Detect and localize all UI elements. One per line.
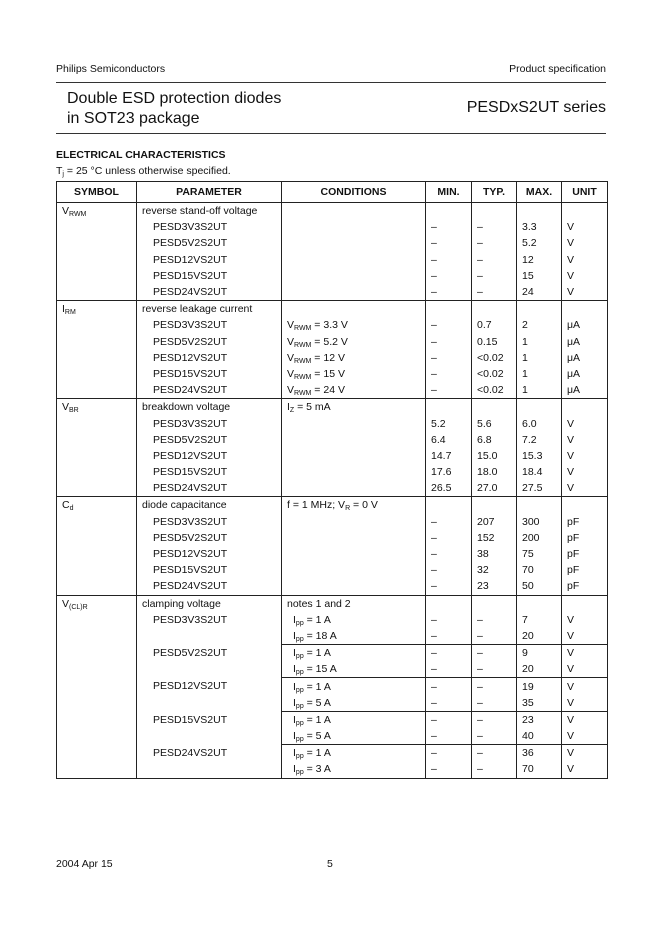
max-cell: 19: [517, 678, 562, 695]
typ-cell: 6.8: [472, 432, 517, 448]
symbol-cell: [57, 399, 137, 416]
table-row: [57, 219, 608, 235]
table-row: [57, 661, 608, 678]
device-cell: PESD12VS2UT: [137, 350, 282, 366]
unit-cell: μA: [562, 350, 608, 366]
min-cell: –: [426, 382, 472, 399]
min-cell: –: [426, 235, 472, 251]
unit-cell: V: [562, 448, 608, 464]
col-header-parameter: PARAMETER: [137, 182, 282, 203]
device-cell: PESD24VS2UT: [137, 745, 282, 762]
condition-cell: $V_{RWM} = 15$ V: [282, 366, 426, 382]
unit-cell: V: [562, 678, 608, 695]
col-header-conditions: CONDITIONS: [282, 182, 426, 203]
symbol-subscript: d: [69, 505, 74, 513]
device-cell: PESD3V3S2UT: [137, 415, 282, 431]
unit-cell: V: [562, 695, 608, 712]
unit-cell: pF: [562, 514, 608, 530]
condition-cell: notes 1 and 2: [282, 595, 426, 612]
symbol-text: V: [62, 205, 70, 218]
page-number: 5: [327, 858, 333, 870]
table-row: [57, 595, 608, 612]
unit-cell: V: [562, 728, 608, 745]
condition-cell: $V_{RWM} = 12$ V: [282, 350, 426, 366]
col-header-max: MAX.: [517, 182, 562, 203]
table-row: [57, 562, 608, 578]
max-cell: 300: [517, 514, 562, 530]
typ-cell: –: [472, 628, 517, 645]
min-cell: –: [426, 219, 472, 235]
max-cell: 20: [517, 628, 562, 645]
typ-cell: –: [472, 645, 517, 662]
table-row: [57, 514, 608, 530]
typ-cell: 207: [472, 514, 517, 530]
table-header-row: [57, 182, 608, 203]
max-cell: 1: [517, 366, 562, 382]
table-row: [57, 317, 608, 333]
typ-cell: 152: [472, 530, 517, 546]
table-row: [57, 628, 608, 645]
table-row: [57, 284, 608, 301]
symbol-cell: [57, 595, 137, 612]
col-header-min: MIN.: [426, 182, 472, 203]
parameter-cell: reverse stand-off voltage: [137, 203, 282, 220]
device-cell: PESD5V2S2UT: [137, 432, 282, 448]
condition-cell: $I_{pp} = 15$ A: [282, 661, 426, 678]
max-cell: 75: [517, 546, 562, 562]
symbol-subscript: RM: [64, 309, 76, 317]
symbol-text: V: [62, 401, 70, 414]
device-cell: PESD3V3S2UT: [137, 317, 282, 333]
max-cell: 9: [517, 645, 562, 662]
condition-cell: $I_{pp} = 18$ A: [282, 628, 426, 645]
col-header-unit: UNIT: [562, 182, 608, 203]
table-row: [57, 497, 608, 514]
parameter-cell: clamping voltage: [137, 595, 282, 612]
unit-cell: V: [562, 219, 608, 235]
device-cell: PESD24VS2UT: [137, 578, 282, 595]
unit-cell: V: [562, 645, 608, 662]
max-cell: 50: [517, 578, 562, 595]
max-cell: 3.3: [517, 219, 562, 235]
min-cell: –: [426, 284, 472, 301]
max-cell: 200: [517, 530, 562, 546]
min-cell: –: [426, 578, 472, 595]
typ-cell: –: [472, 612, 517, 628]
unit-cell: V: [562, 711, 608, 728]
device-cell: PESD5V2S2UT: [137, 235, 282, 251]
device-cell: PESD5V2S2UT: [137, 645, 282, 662]
table-row: [57, 711, 608, 728]
symbol-subscript: BR: [69, 407, 79, 415]
unit-cell: pF: [562, 546, 608, 562]
max-cell: 35: [517, 695, 562, 712]
footer-date: 2004 Apr 15: [56, 858, 113, 870]
min-cell: 26.5: [426, 480, 472, 497]
unit-cell: μA: [562, 317, 608, 333]
table-row: [57, 334, 608, 350]
typ-cell: <0.02: [472, 366, 517, 382]
device-cell: PESD15VS2UT: [137, 562, 282, 578]
symbol-text: V: [62, 597, 70, 610]
table-row: [57, 695, 608, 712]
table-row: [57, 399, 608, 416]
unit-cell: pF: [562, 578, 608, 595]
device-cell: PESD12VS2UT: [137, 678, 282, 695]
min-cell: –: [426, 745, 472, 762]
typ-cell: –: [472, 728, 517, 745]
typ-cell: 5.6: [472, 415, 517, 431]
typ-cell: 32: [472, 562, 517, 578]
table-row: [57, 530, 608, 546]
min-cell: –: [426, 252, 472, 268]
table-row: [57, 678, 608, 695]
device-cell: PESD12VS2UT: [137, 546, 282, 562]
company-name: Philips Semiconductors: [56, 63, 166, 75]
condition-cell: $V_{RWM} = 24$ V: [282, 382, 426, 399]
document-type: Product specification: [509, 63, 606, 75]
unit-cell: V: [562, 761, 608, 778]
condition-cell: $I_{pp} = 1$ A: [282, 745, 426, 762]
max-cell: 20: [517, 661, 562, 678]
section-heading: ELECTRICAL CHARACTERISTICS: [56, 149, 226, 161]
typ-cell: –: [472, 678, 517, 695]
table-row: [57, 432, 608, 448]
unit-cell: μA: [562, 366, 608, 382]
table-row: [57, 546, 608, 562]
max-cell: 70: [517, 562, 562, 578]
symbol-cell: [57, 497, 137, 514]
symbol-text: I: [62, 303, 65, 316]
typ-cell: <0.02: [472, 350, 517, 366]
typ-cell: 23: [472, 578, 517, 595]
min-cell: –: [426, 761, 472, 778]
table-row: [57, 464, 608, 480]
table-row: [57, 612, 608, 628]
max-cell: 12: [517, 252, 562, 268]
min-cell: 17.6: [426, 464, 472, 480]
product-series: PESDxS2UT series: [466, 99, 606, 116]
typ-cell: –: [472, 761, 517, 778]
typ-cell: <0.02: [472, 382, 517, 399]
unit-cell: V: [562, 661, 608, 678]
table-row: [57, 645, 608, 662]
condition-cell: $V_{RWM} = 3.3$ V: [282, 317, 426, 333]
parameter-cell: breakdown voltage: [137, 399, 282, 416]
max-cell: 7.2: [517, 432, 562, 448]
table-row: [57, 728, 608, 745]
condition-subscript: j: [62, 171, 64, 178]
typ-cell: –: [472, 219, 517, 235]
unit-cell: μA: [562, 334, 608, 350]
min-cell: –: [426, 530, 472, 546]
typ-cell: 27.0: [472, 480, 517, 497]
condition-text: = 25 °C unless otherwise specified.: [63, 165, 231, 177]
device-cell: PESD24VS2UT: [137, 382, 282, 399]
unit-cell: V: [562, 464, 608, 480]
max-cell: 36: [517, 745, 562, 762]
unit-cell: V: [562, 745, 608, 762]
unit-cell: pF: [562, 562, 608, 578]
max-cell: 15.3: [517, 448, 562, 464]
min-cell: –: [426, 728, 472, 745]
min-cell: –: [426, 562, 472, 578]
max-cell: 5.2: [517, 235, 562, 251]
parameter-cell: diode capacitance: [137, 497, 282, 514]
condition-cell: $I_{pp} = 5$ A: [282, 728, 426, 745]
typ-cell: 38: [472, 546, 517, 562]
table-row: [57, 301, 608, 318]
device-cell: PESD24VS2UT: [137, 284, 282, 301]
max-cell: 6.0: [517, 415, 562, 431]
max-cell: 70: [517, 761, 562, 778]
max-cell: 23: [517, 711, 562, 728]
min-cell: –: [426, 645, 472, 662]
typ-cell: –: [472, 711, 517, 728]
table-row: [57, 578, 608, 595]
table-row: [57, 252, 608, 268]
condition-cell: $I_Z = 5$ mA: [282, 399, 426, 416]
typ-cell: 15.0: [472, 448, 517, 464]
unit-cell: V: [562, 480, 608, 497]
unit-cell: V: [562, 284, 608, 301]
max-cell: 2: [517, 317, 562, 333]
col-header-symbol: SYMBOL: [57, 182, 137, 203]
min-cell: –: [426, 661, 472, 678]
typ-cell: –: [472, 661, 517, 678]
min-cell: –: [426, 711, 472, 728]
min-cell: 6.4: [426, 432, 472, 448]
section-condition: [56, 165, 231, 177]
unit-cell: V: [562, 612, 608, 628]
table-row: [57, 415, 608, 431]
min-cell: –: [426, 334, 472, 350]
condition-symbol: T: [56, 165, 63, 177]
device-cell: PESD15VS2UT: [137, 711, 282, 728]
min-cell: –: [426, 695, 472, 712]
symbol-cell: [57, 203, 137, 220]
table-row: [57, 761, 608, 778]
unit-cell: μA: [562, 382, 608, 399]
table-row: [57, 480, 608, 497]
typ-cell: –: [472, 284, 517, 301]
max-cell: 7: [517, 612, 562, 628]
condition-cell: $I_{pp} = 1$ A: [282, 645, 426, 662]
typ-cell: –: [472, 252, 517, 268]
min-cell: –: [426, 366, 472, 382]
condition-cell: f = 1 MHz; $V_R = 0$ V: [282, 497, 426, 514]
device-cell: PESD12VS2UT: [137, 448, 282, 464]
table-row: [57, 235, 608, 251]
typ-cell: 0.15: [472, 334, 517, 350]
typ-cell: –: [472, 745, 517, 762]
unit-cell: V: [562, 252, 608, 268]
unit-cell: pF: [562, 530, 608, 546]
condition-cell: $I_{pp} = 1$ A: [282, 612, 426, 628]
condition-cell: $V_{RWM} = 5.2$ V: [282, 334, 426, 350]
device-cell: PESD3V3S2UT: [137, 612, 282, 628]
device-cell: PESD12VS2UT: [137, 252, 282, 268]
device-cell: PESD5V2S2UT: [137, 334, 282, 350]
max-cell: 1: [517, 334, 562, 350]
max-cell: 1: [517, 350, 562, 366]
typ-cell: –: [472, 235, 517, 251]
header-rule: [56, 82, 606, 83]
table-row: [57, 203, 608, 220]
device-cell: PESD24VS2UT: [137, 480, 282, 497]
condition-cell: $I_{pp} = 3$ A: [282, 761, 426, 778]
device-cell: PESD15VS2UT: [137, 366, 282, 382]
unit-cell: V: [562, 432, 608, 448]
min-cell: –: [426, 678, 472, 695]
max-cell: 24: [517, 284, 562, 301]
max-cell: 18.4: [517, 464, 562, 480]
document-title-line-2: in SOT23 package: [67, 110, 200, 127]
max-cell: 1: [517, 382, 562, 399]
col-header-typ: TYP.: [472, 182, 517, 203]
table-row: [57, 745, 608, 762]
condition-cell: $I_{pp} = 5$ A: [282, 695, 426, 712]
table-row: [57, 366, 608, 382]
parameter-cell: reverse leakage current: [137, 301, 282, 318]
min-cell: –: [426, 546, 472, 562]
device-cell: PESD3V3S2UT: [137, 514, 282, 530]
condition-cell: $I_{pp} = 1$ A: [282, 711, 426, 728]
table-row: [57, 448, 608, 464]
min-cell: –: [426, 350, 472, 366]
unit-cell: V: [562, 235, 608, 251]
min-cell: 5.2: [426, 415, 472, 431]
device-cell: PESD15VS2UT: [137, 464, 282, 480]
min-cell: –: [426, 514, 472, 530]
electrical-characteristics-table: [56, 181, 608, 779]
max-cell: 15: [517, 268, 562, 284]
min-cell: –: [426, 628, 472, 645]
typ-cell: 0.7: [472, 317, 517, 333]
device-cell: PESD5V2S2UT: [137, 530, 282, 546]
min-cell: –: [426, 612, 472, 628]
table-row: [57, 350, 608, 366]
device-cell: PESD15VS2UT: [137, 268, 282, 284]
min-cell: –: [426, 317, 472, 333]
unit-cell: V: [562, 268, 608, 284]
symbol-text: C: [62, 499, 70, 512]
max-cell: 40: [517, 728, 562, 745]
typ-cell: –: [472, 695, 517, 712]
title-rule: [56, 133, 606, 134]
symbol-subscript: RWM: [69, 211, 87, 219]
symbol-cell: [57, 301, 137, 318]
document-title-line-1: Double ESD protection diodes: [67, 90, 282, 107]
typ-cell: –: [472, 268, 517, 284]
typ-cell: 18.0: [472, 464, 517, 480]
min-cell: 14.7: [426, 448, 472, 464]
condition-cell: $I_{pp} = 1$ A: [282, 678, 426, 695]
unit-cell: V: [562, 415, 608, 431]
device-cell: PESD3V3S2UT: [137, 219, 282, 235]
table-row: [57, 382, 608, 399]
min-cell: –: [426, 268, 472, 284]
unit-cell: V: [562, 628, 608, 645]
table-row: [57, 268, 608, 284]
max-cell: 27.5: [517, 480, 562, 497]
symbol-subscript: (CL)R: [69, 603, 88, 611]
